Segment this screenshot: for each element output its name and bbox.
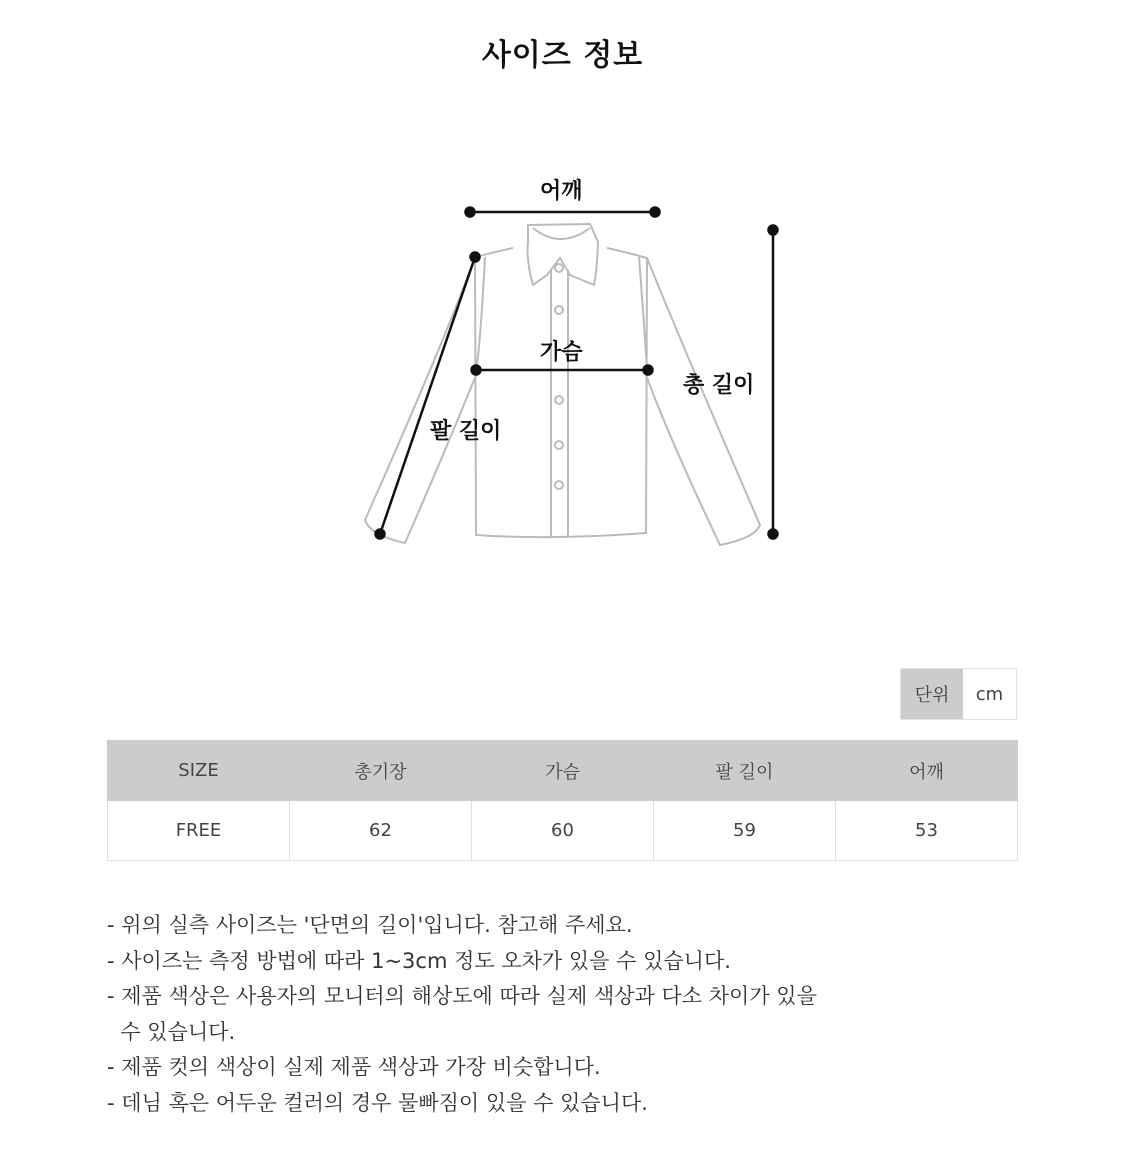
header-total-length: 총기장 (290, 741, 472, 801)
unit-label: 단위 (901, 669, 963, 719)
header-shoulder: 어깨 (836, 741, 1018, 801)
cell-size: FREE (108, 801, 290, 861)
page-title: 사이즈 정보 (481, 38, 644, 73)
unit-indicator (900, 668, 1017, 720)
note-item: - 데님 혹은 어두운 컬러의 경우 물빠짐이 있을 수 있습니다. (107, 1090, 648, 1115)
note-item: - 제품 컷의 색상이 실제 제품 색상과 가장 비슷합니다. (107, 1055, 601, 1079)
header-size: SIZE (108, 741, 290, 801)
total-length-label: 총 길이 (683, 373, 755, 398)
note-item: - 사이즈는 측정 방법에 따라 1~3cm 정도 오차가 있을 수 있습니다. (107, 948, 731, 973)
cell-total-length: 62 (290, 801, 472, 861)
shoulder-label: 어깨 (540, 179, 583, 204)
note-item: - 위의 실측 사이즈는 '단면의 길이'입니다. 참고해 주세요. (107, 913, 633, 937)
size-table (107, 740, 1018, 861)
cell-chest: 60 (472, 801, 654, 861)
size-diagram (350, 160, 800, 560)
unit-value: cm (963, 669, 1016, 719)
note-item: 수 있습니다. (107, 1019, 236, 1044)
notes-list (107, 908, 817, 1121)
cell-sleeve-length: 59 (654, 801, 836, 861)
sleeve-length-label: 팔 길이 (430, 419, 502, 444)
chest-label: 가슴 (540, 340, 583, 365)
size-table-header (108, 741, 1018, 801)
cell-shoulder: 53 (836, 801, 1018, 861)
header-sleeve-length: 팔 길이 (654, 741, 836, 801)
note-item: - 제품 색상은 사용자의 모니터의 해상도에 따라 실제 색상과 다소 차이가 있을 (107, 984, 817, 1008)
table-row (108, 801, 1018, 861)
header-chest: 가슴 (472, 741, 654, 801)
